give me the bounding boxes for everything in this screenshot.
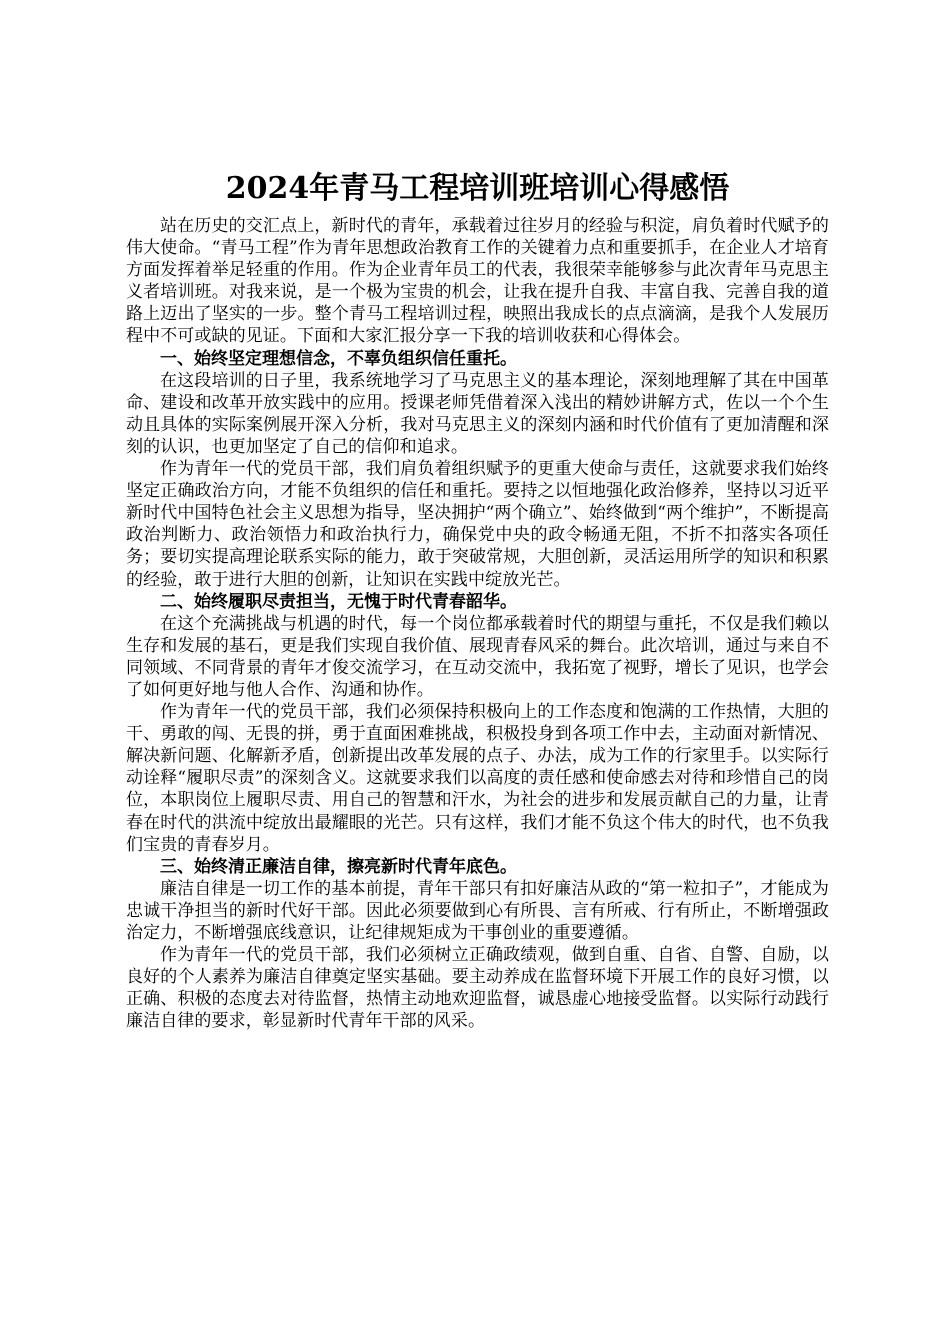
intro-paragraph: 站在历史的交汇点上，新时代的青年，承载着过往岁月的经验与积淀，肩负着时代赋予的伟大使命。“青马工程”作为青年思想政治教育工作的关键着力点和重要抓手，在企业人才培育方面发挥着举足轻重的作用。作为企业青年员工的代表，我很荣幸能够参与此次青年马克思主义者培训班。对我来说，是一个极为宝贵的机会，让我在提升自我、丰富自我、完善自我的道路上迈出了坚实的一步。整个青马工程培训过程，映照出我成长的点点滴滴，是我个人发展历程中不可或缺的见证。下面和大家汇报分享一下我的培训收获和心得体会。 [126, 216, 829, 347]
section-3-paragraph-1: 廉洁自律是一切工作的基本前提，青年干部只有扣好廉洁从政的“第一粒扣子”，才能成为忠诚干净担当的新时代好干部。因此必须要做到心有所畏、言有所戒、行有所止，不断增强政治定力，不断增强底线意识，让纪律规矩成为干事创业的重要遵循。 [126, 878, 829, 943]
section-1-paragraph-1: 在这段培训的日子里，我系统地学习了马克思主义的基本理论，深刻地理解了其在中国革命、建设和改革开放实践中的应用。授课老师凭借着深入浅出的精妙讲解方式，佐以一个个生动且具体的实际案例展开深入分析，我对马克思主义的深刻内涵和时代价值有了更加清醒和深刻的认识，也更加坚定了自己的信仰和追求。 [126, 370, 829, 457]
document-title: 2024年青马工程培训班培训心得感悟 [225, 171, 730, 206]
section-heading-3: 三、始终清正廉洁自律，擦亮新时代青年底色。 [160, 856, 517, 877]
section-1-paragraph-2: 作为青年一代的党员干部，我们肩负着组织赋予的更重大使命与责任，这就要求我们始终坚定正确政治方向，才能不负组织的信任和重托。要持之以恒地强化政治修养，坚持以习近平新时代中国特色社会主义思想为指导，坚决拥护“两个确立”、始终做到“两个维护”，不断提高政治判断力、政治领悟力和政治执行力，确保党中央的政令畅通无阻，不折不扣落实各项任务；要切实提高理论联系实际的能力，敢于突破常规，大胆创新，灵活运用所学的知识和积累的经验，敢于进行大胆的创新，让知识在实践中绽放光芒。 [126, 459, 829, 590]
section-2-paragraph-2: 作为青年一代的党员干部，我们必须保持积极向上的工作态度和饱满的工作热情，大胆的干、勇敢的闯、无畏的拼，勇于直面困难挑战，积极投身到各项工作中去，主动面对新情况、解决新问题、化解新矛盾，创新提出改革发展的点子、办法，成为工作的行家里手。以实际行动诠释“履职尽责”的深刻含义。这就要求我们以高度的责任感和使命感去对待和珍惜自己的岗位，本职岗位上履职尽责、用自己的智慧和汗水，为社会的进步和发展贡献自己的力量，让青春在时代的洪流中绽放出最耀眼的光芒。只有这样，我们才能不负这个伟大的时代，也不负我们宝贵的青春岁月。 [126, 702, 829, 855]
section-3-paragraph-2: 作为青年一代的党员干部，我们必须树立正确政绩观，做到自重、自省、自警、自励，以良好的个人素养为廉洁自律奠定坚实基础。要主动养成在监督环境下开展工作的良好习惯，以正确、积极的态度去对待监督，热情主动地欢迎监督，诚恳虚心地接受监督。以实际行动践行廉洁自律的要求，彰显新时代青年干部的风采。 [126, 945, 829, 1032]
section-heading-2: 二、始终履职尽责担当，无愧于时代青春韶华。 [160, 591, 517, 612]
document-page [126, 168, 829, 1032]
section-2-paragraph-1: 在这个充满挑战与机遇的时代，每一个岗位都承载着时代的期望与重托，不仅是我们赖以生存和发展的基石，更是我们实现自我价值、展现青春风采的舞台。此次培训，通过与来自不同领域、不同背景的青年才俊交流学习，在互动交流中，我拓宽了视野，增长了见识，也学会了如何更好地与他人合作、沟通和协作。 [126, 613, 829, 700]
section-heading-1: 一、始终坚定理想信念，不辜负组织信任重托。 [160, 348, 517, 369]
